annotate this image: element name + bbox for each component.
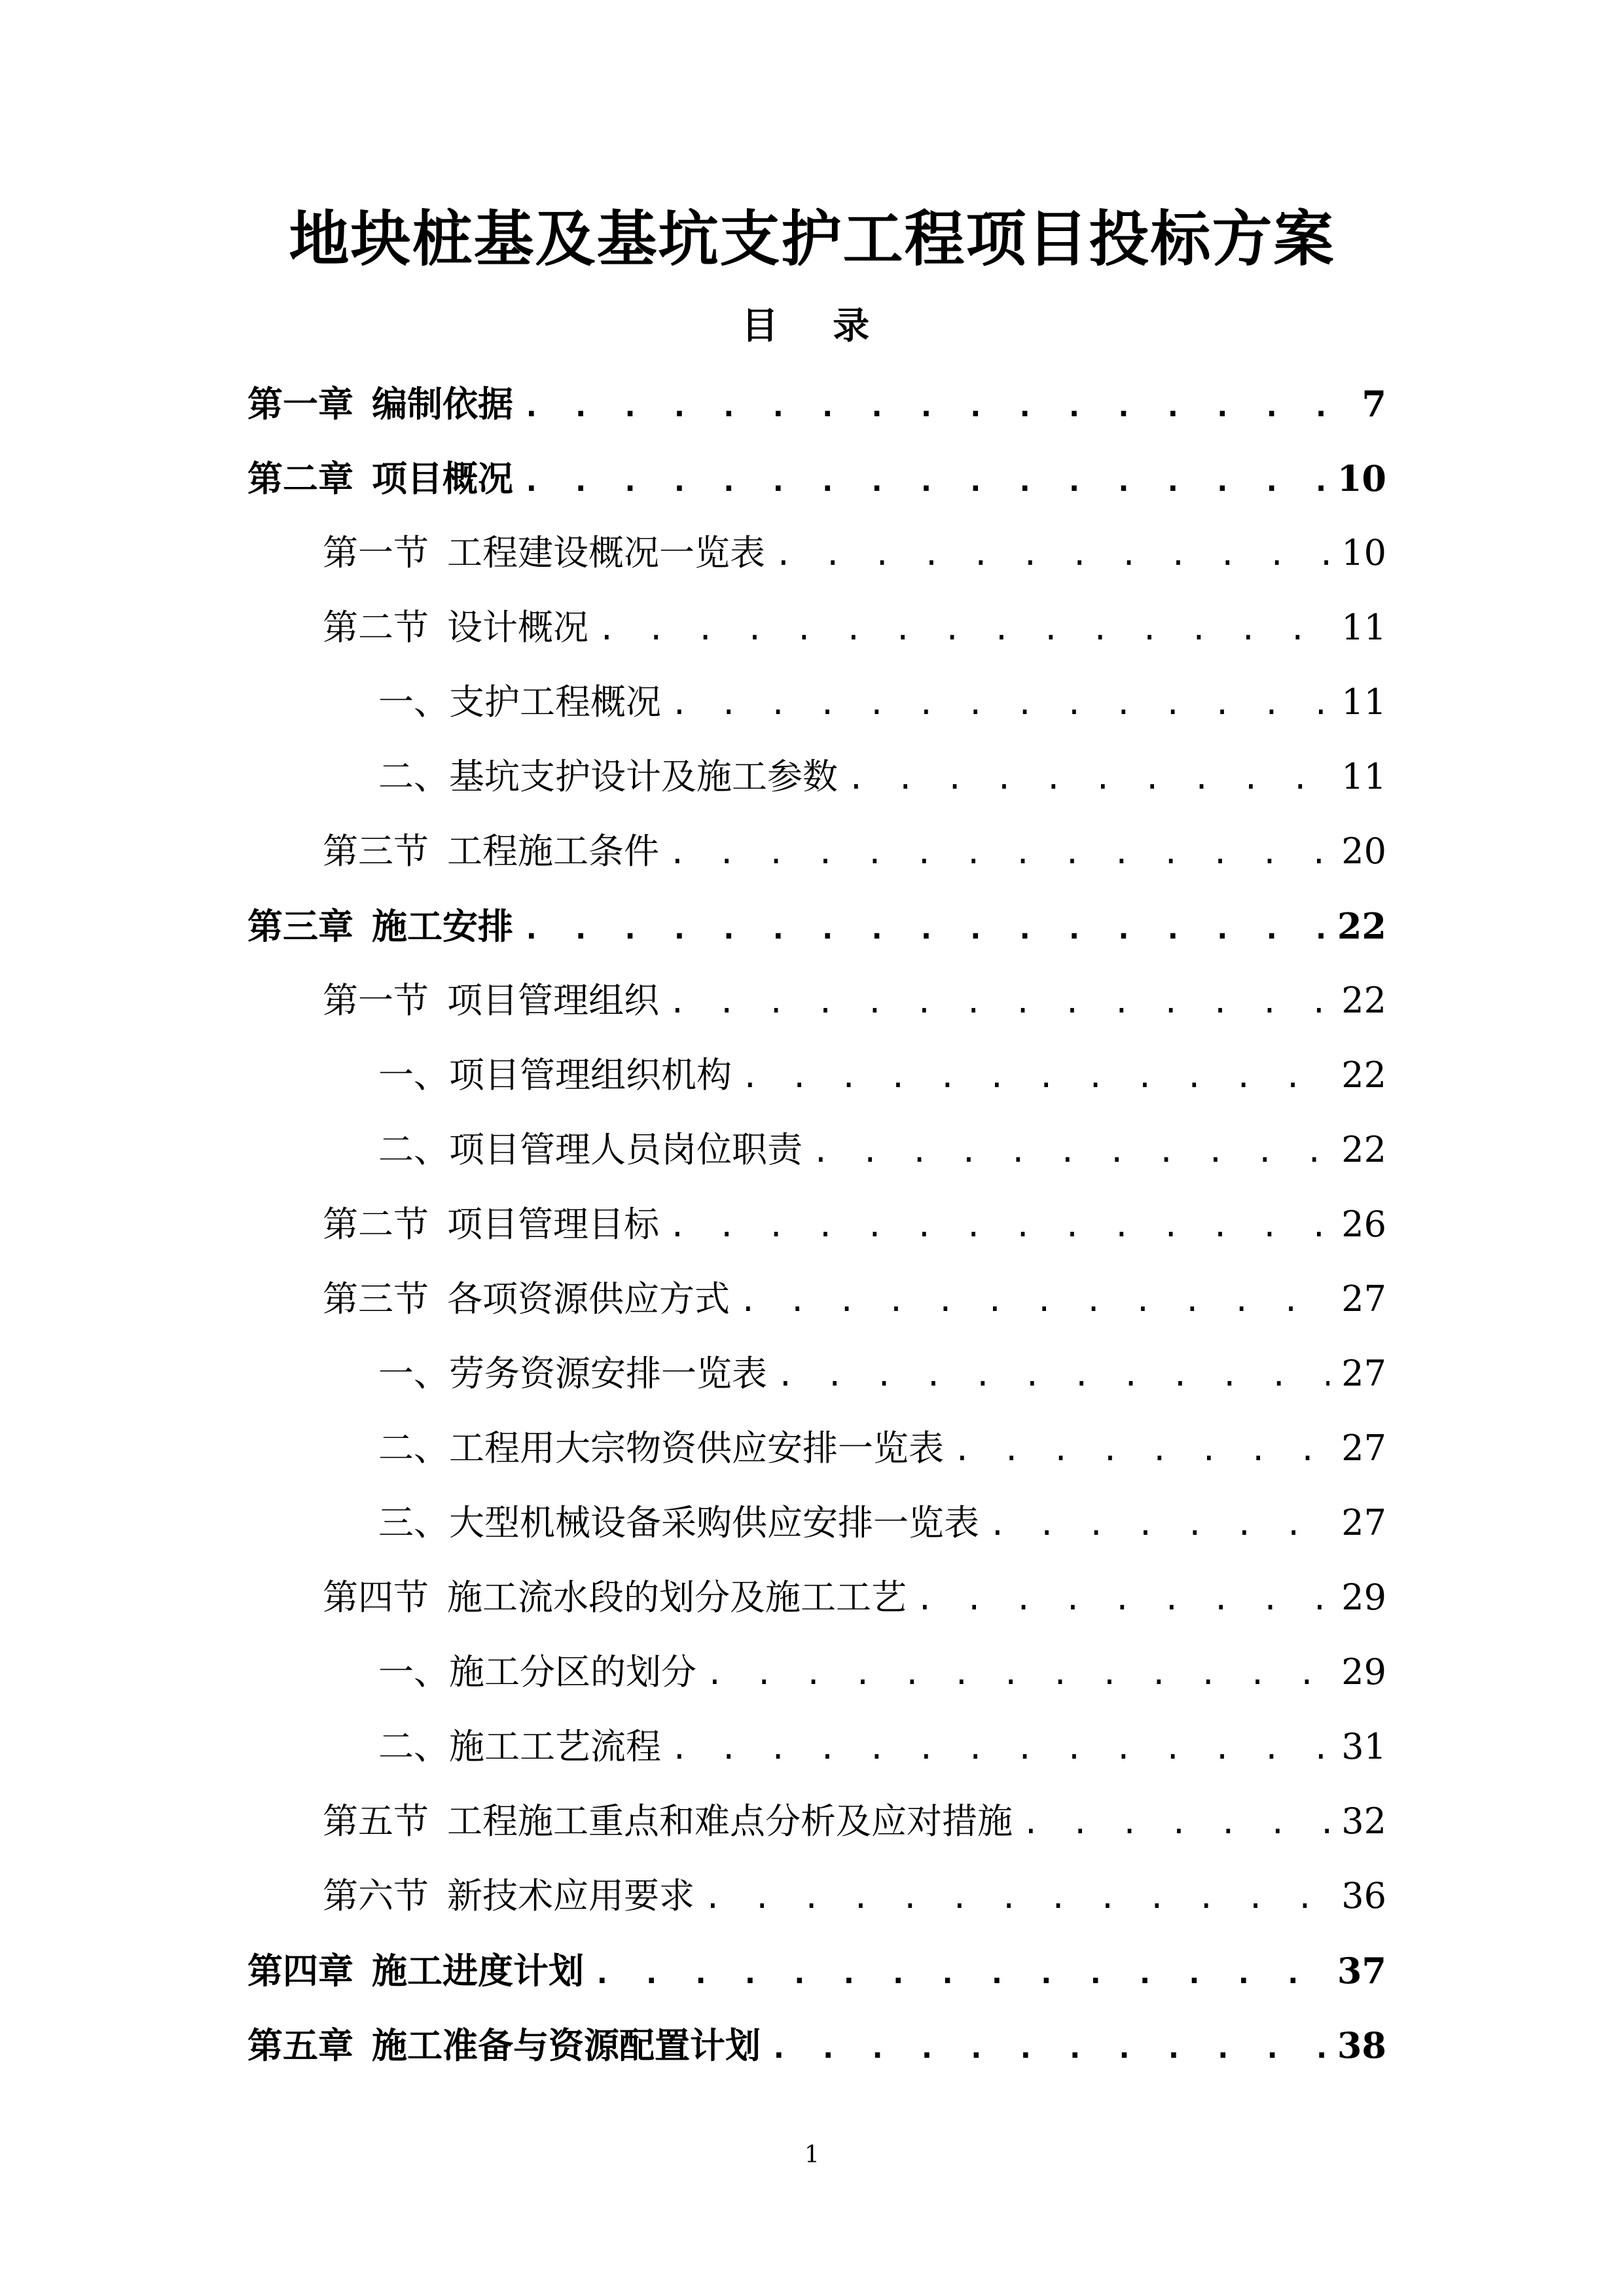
toc-section-number: 第一节 [323, 532, 429, 573]
toc-page-number: 27 [1341, 1278, 1386, 1319]
toc-section-number: 第六节 [323, 1875, 429, 1916]
toc-dot-leader [668, 816, 1329, 890]
toc-entry-title: 一、劳务资源安排一览表 [378, 1353, 767, 1394]
document-title: 地块桩基及基坑支护工程项目投标方案 [289, 204, 1335, 274]
toc-section-number: 第二节 [323, 607, 429, 648]
toc-entry-title: 工程建设概况一览表 [447, 532, 765, 573]
toc-dot-leader [988, 1487, 1329, 1562]
toc-section-number: 第三节 [323, 831, 429, 872]
toc-dot-leader [774, 517, 1329, 592]
toc-entry-title: 二、工程用大宗物资供应安排一览表 [378, 1427, 944, 1469]
toc-dot-leader [522, 443, 1326, 518]
toc-dot-leader [706, 1636, 1329, 1711]
toc-entry-chapter[interactable] [247, 1933, 1386, 2008]
toc-entry-subsection[interactable] [247, 740, 1386, 814]
toc-page-number: 31 [1341, 1726, 1386, 1767]
toc-entry-chapter[interactable] [247, 889, 1386, 963]
toc-dot-leader [704, 1860, 1329, 1935]
toc-dot-leader [670, 1711, 1329, 1785]
toc-page-number: 37 [1337, 1950, 1386, 1992]
toc-entry-chapter[interactable] [247, 441, 1386, 516]
toc-entry-subsection[interactable] [247, 1486, 1386, 1560]
toc-entry-title: 施工进度计划 [372, 1950, 584, 1992]
toc-entry-subsection[interactable] [247, 1038, 1386, 1113]
toc-entry-chapter[interactable] [247, 367, 1386, 441]
toc-dot-leader [668, 1189, 1329, 1263]
toc-entry-subsection[interactable] [247, 665, 1386, 740]
toc-chapter-number: 第五章 [247, 2024, 353, 2066]
toc-dot-leader [593, 1935, 1326, 2010]
toc-dot-leader [670, 666, 1329, 741]
toc-entry-title: 一、支护工程概况 [378, 681, 661, 723]
toc-dot-leader [598, 592, 1329, 666]
toc-entry-title: 施工准备与资源配置计划 [372, 2024, 761, 2066]
toc-section-number: 第五节 [323, 1801, 429, 1842]
toc-section-number: 第一节 [323, 980, 429, 1021]
toc-entry-chapter[interactable] [247, 2008, 1386, 2083]
toc-entry-subsection[interactable] [247, 1710, 1386, 1784]
page-number: 1 [804, 2142, 820, 2168]
toc-entry-section[interactable] [247, 814, 1386, 889]
toc-page-number: 27 [1341, 1353, 1386, 1394]
toc-entry-section[interactable] [247, 1187, 1386, 1262]
toc-entry-subsection[interactable] [247, 1113, 1386, 1187]
toc-page-number: 27 [1341, 1502, 1386, 1543]
toc-entry-title: 项目管理目标 [447, 1204, 659, 1245]
toc-page-number: 22 [1337, 905, 1386, 947]
toc-page-number: 22 [1341, 1129, 1386, 1170]
toc-section-number: 第三节 [323, 1278, 429, 1319]
toc-entry-subsection[interactable] [247, 1635, 1386, 1710]
toc-entry-section[interactable] [247, 516, 1386, 590]
toc-page-number: 10 [1341, 532, 1386, 573]
toc-entry-title: 一、施工分区的划分 [378, 1651, 696, 1693]
toc-entry-section[interactable] [247, 963, 1386, 1038]
toc-dot-leader [522, 891, 1326, 965]
toc-entry-title: 二、项目管理人员岗位职责 [378, 1129, 803, 1170]
toc-entry-title: 项目概况 [372, 457, 513, 499]
toc-page-number: 20 [1341, 831, 1386, 872]
toc-entry-subsection[interactable] [247, 1411, 1386, 1486]
toc-chapter-number: 第三章 [247, 905, 353, 947]
toc-entry-title: 一、项目管理组织机构 [378, 1054, 732, 1096]
toc-page-number: 22 [1341, 980, 1386, 1021]
toc-dot-leader [776, 1338, 1329, 1412]
toc-entry-section[interactable] [247, 1560, 1386, 1635]
table-of-contents [247, 367, 1386, 2083]
toc-entry-title: 新技术应用要求 [447, 1875, 695, 1916]
toc-page-number: 29 [1341, 1651, 1386, 1693]
toc-dot-leader [812, 1114, 1329, 1189]
toc-entry-section[interactable] [247, 1859, 1386, 1933]
toc-entry-title: 施工安排 [372, 905, 513, 947]
toc-dot-leader [522, 368, 1335, 443]
toc-page-number: 27 [1341, 1427, 1386, 1469]
toc-entry-title: 二、基坑支护设计及施工参数 [378, 756, 838, 797]
toc-dot-leader [770, 2010, 1326, 2085]
toc-section-number: 第四节 [323, 1577, 429, 1618]
toc-entry-title: 三、大型机械设备采购供应安排一览表 [378, 1502, 979, 1543]
toc-entry-section[interactable] [247, 590, 1386, 665]
toc-dot-leader [1022, 1785, 1329, 1860]
toc-page-number: 11 [1341, 756, 1386, 797]
toc-entry-title: 编制依据 [372, 383, 513, 425]
toc-entry-section[interactable] [247, 1262, 1386, 1336]
toc-entry-title: 设计概况 [447, 607, 588, 648]
toc-dot-leader [916, 1562, 1329, 1636]
toc-page-number: 11 [1341, 607, 1386, 648]
toc-entry-title: 施工流水段的划分及施工工艺 [447, 1577, 907, 1618]
toc-chapter-number: 第一章 [247, 383, 353, 425]
toc-section-number: 第二节 [323, 1204, 429, 1245]
toc-page-number: 7 [1362, 383, 1386, 425]
toc-dot-leader [668, 965, 1329, 1039]
toc-heading: 目 录 [741, 304, 883, 348]
toc-entry-subsection[interactable] [247, 1336, 1386, 1411]
toc-page-number: 29 [1341, 1577, 1386, 1618]
toc-page-number: 36 [1341, 1875, 1386, 1916]
toc-page-number: 26 [1341, 1204, 1386, 1245]
toc-page-number: 32 [1341, 1801, 1386, 1842]
toc-chapter-number: 第四章 [247, 1950, 353, 1992]
toc-entry-section[interactable] [247, 1784, 1386, 1859]
toc-page-number: 38 [1337, 2024, 1386, 2066]
toc-chapter-number: 第二章 [247, 457, 353, 499]
toc-page-number: 10 [1337, 457, 1386, 499]
toc-entry-title: 二、施工工艺流程 [378, 1726, 661, 1767]
toc-dot-leader [953, 1412, 1329, 1487]
toc-page-number: 22 [1341, 1054, 1386, 1096]
toc-dot-leader [739, 1263, 1329, 1338]
toc-entry-title: 项目管理组织 [447, 980, 659, 1021]
toc-entry-title: 工程施工重点和难点分析及应对措施 [447, 1801, 1013, 1842]
toc-entry-title: 各项资源供应方式 [447, 1278, 730, 1319]
toc-entry-title: 工程施工条件 [447, 831, 659, 872]
toc-dot-leader [847, 741, 1329, 816]
toc-dot-leader [741, 1039, 1329, 1114]
toc-page-number: 11 [1341, 681, 1386, 723]
